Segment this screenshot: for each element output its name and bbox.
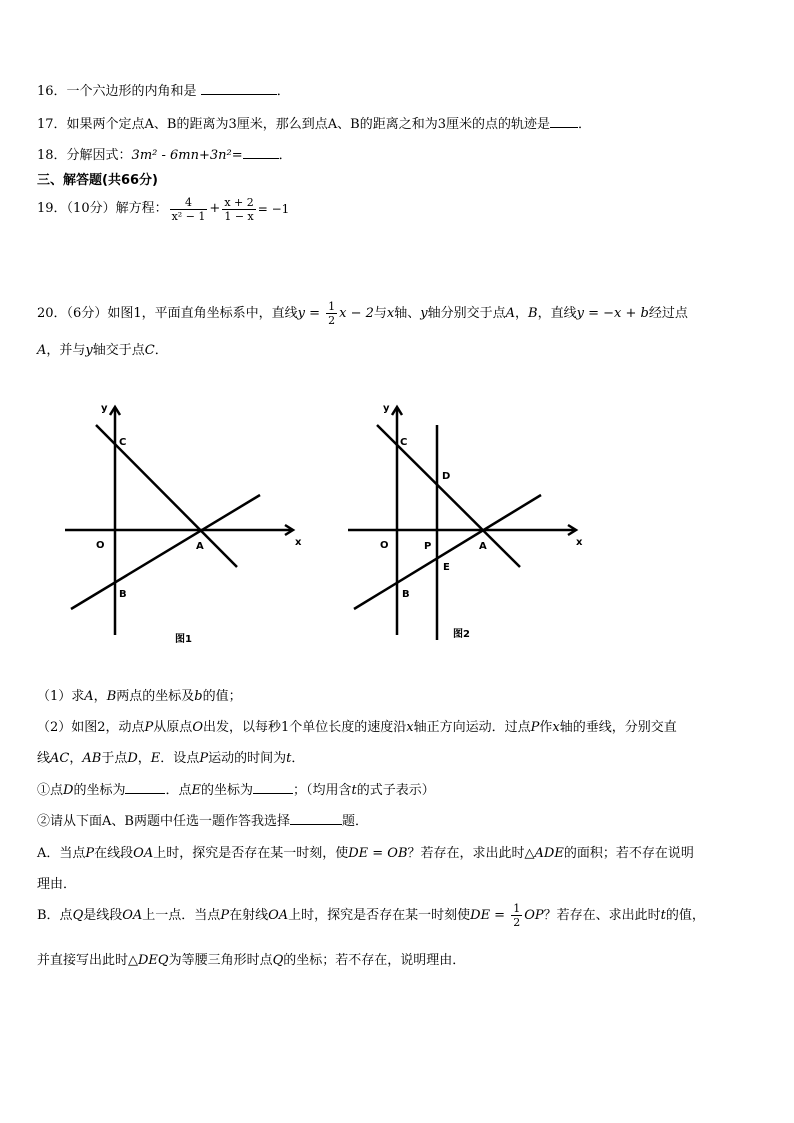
label-y: y — [383, 403, 390, 414]
question-19: 19．（10分）解方程： $\frac{4}{\text{x² − 1}}$ + $\frac{x + 2}{1 - x}$ = −1 — [37, 195, 290, 223]
label-c: C — [119, 437, 127, 448]
part-1: （1）求A，B两点的坐标及b的值； — [37, 689, 242, 704]
option-b-line2: 并直接写出此时△DEQ为等腰三角形时点Q的坐标；若不存在，说明理由． — [37, 953, 466, 968]
section-heading: 三、解答题(共66分) — [37, 173, 158, 188]
answer-blank — [201, 82, 277, 95]
fraction-half: $\frac{1}{2}$ — [513, 902, 521, 929]
line-ab — [354, 495, 541, 609]
label-b: B — [119, 589, 127, 600]
answer-blank — [290, 812, 342, 825]
label-x: x — [576, 537, 583, 548]
answer-blank — [125, 781, 165, 794]
label-p: P — [424, 541, 432, 552]
figure-2 — [340, 395, 600, 655]
answer-blank — [243, 146, 279, 159]
label-a: A — [479, 541, 487, 552]
part-2-2: ②请从下面A、B两题中任选一题作答我选择 题． — [37, 814, 368, 829]
label-x: x — [295, 537, 302, 548]
part-2: （2）如图2，动点P从原点O出发，以每秒1个单位长度的速度沿x轴正方向运动．过点P作x轴的垂线，分别交直 — [37, 720, 677, 735]
question-20-intro-line2: A，并与y轴交于点C． — [37, 343, 168, 358]
fraction-1: $\frac{4}{\text{x² − 1}}$ — [171, 195, 206, 223]
part-2-1: ①点D的坐标为 ．点E的坐标为 ；（均用含t的式子表示） — [37, 783, 435, 798]
figure-caption: 图2 — [453, 629, 470, 640]
part-2-line2: 线AC，AB于点D，E．设点P运动的时间为t． — [37, 751, 305, 766]
question-16: 16．一个六边形的内角和是 ． — [37, 84, 290, 99]
label-o: O — [96, 540, 105, 551]
line-ab — [71, 495, 260, 609]
question-20-intro: 20．（6分）如图1，平面直角坐标系中，直线y = $\frac{1}{2}$ x − 2与x轴、y轴分别交于点A，B，直线y = −x + b经过点 — [37, 300, 688, 327]
label-y: y — [101, 403, 108, 414]
label-d: D — [442, 471, 451, 482]
fraction-half: $\frac{1}{2}$ — [328, 300, 336, 327]
line-ac — [377, 425, 520, 567]
label-o: O — [380, 540, 389, 551]
option-b: B．点Q是线段OA上一点．当点P在射线OA上时，探究是否存在某一时刻使DE = $\frac{1}{2}$ OP？若存在、求出此时t的值， — [37, 902, 705, 929]
fraction-2: $\frac{x + 2}{1 - x}$ — [224, 195, 254, 223]
line-ac — [96, 425, 237, 567]
label-e: E — [443, 562, 450, 573]
answer-blank — [253, 781, 293, 794]
answer-blank — [550, 115, 578, 128]
option-a: A．当点P在线段OA上时，探究是否存在某一时刻，使DE = OB？若存在，求出此时△ADE的面积；若不存在说明 — [37, 846, 694, 861]
option-a-line2: 理由． — [37, 877, 77, 892]
question-18: 18．分解因式：3m² - 6mn+3n²= ． — [37, 148, 292, 163]
question-17: 17．如果两个定点A、B的距离为3厘米，那么到点A、B的距离之和为3厘米的点的轨迹是 ． — [37, 117, 591, 132]
label-a: A — [196, 541, 204, 552]
figure-1 — [55, 395, 315, 655]
label-b: B — [402, 589, 410, 600]
figure-caption: 图1 — [175, 634, 192, 645]
label-c: C — [400, 437, 408, 448]
